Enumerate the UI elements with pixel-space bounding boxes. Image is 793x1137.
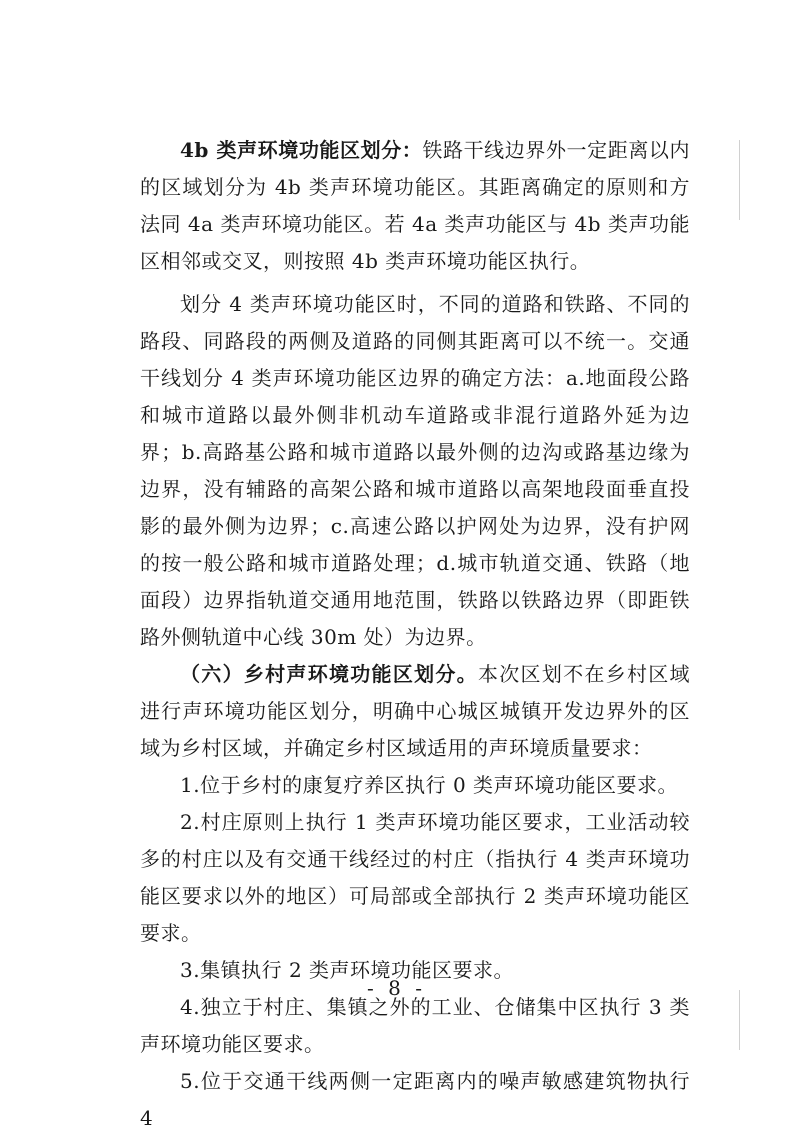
list-item-4 bbox=[140, 989, 690, 1063]
paragraph-lead: 4b 类声环境功能区划分： bbox=[180, 138, 423, 162]
paragraph-text: 1.位于乡村的康复疗养区执行 0 类声环境功能区要求。 bbox=[180, 773, 679, 797]
scan-edge-mark-top bbox=[739, 140, 740, 220]
paragraph-4b-zone bbox=[140, 132, 690, 280]
section-heading-rural: （六）乡村声环境功能区划分。 bbox=[180, 662, 478, 686]
paragraph-text: 3.集镇执行 2 类声环境功能区要求。 bbox=[180, 958, 515, 982]
list-item-5 bbox=[140, 1063, 690, 1137]
paragraph-4-zone-boundaries bbox=[140, 286, 690, 656]
paragraph-text: 划分 4 类声环境功能区时，不同的道路和铁路、不同的路段、同路段的两侧及道路的同侧其距离可以不统一。交通干线划分 4 类声环境功能区边界的确定方法：a.地面段公路和城市道路以最外侧非机动车道路或非混行道路外延为边界；b.高路基公路和城市道路以最外侧的边沟或路基边缘为边界，没有辅路的高架公路和城市道路以高架地段面垂直投影的最外侧为边界；c.高速公路以护网处为边界，没有护网的按一般公路和城市道路处理；d.城市轨道交通、铁路（地面段）边界指轨道交通用地范围，铁路以铁路边界（即距铁路外侧轨道中心线 30m 处）为边界。 bbox=[140, 292, 690, 649]
list-item-1 bbox=[140, 767, 690, 804]
paragraph-text: 5.位于交通干线两侧一定距离内的噪声敏感建筑物执行 4 bbox=[140, 1069, 690, 1130]
paragraph-text: 4.独立于村庄、集镇之外的工业、仓储集中区执行 3 类声环境功能区要求。 bbox=[140, 995, 690, 1056]
list-item-2 bbox=[140, 804, 690, 952]
paragraph-rural-zone bbox=[140, 656, 690, 767]
paragraph-text: 2.村庄原则上执行 1 类声环境功能区要求，工业活动较多的村庄以及有交通干线经过的村庄（指执行 4 类声环境功能区要求以外的地区）可局部或全部执行 2 类声环境功能区要求。 bbox=[140, 810, 690, 945]
page-number: - 8 - bbox=[367, 976, 426, 1000]
paragraph-text: 铁路干线边界外一定距离以内的区域划分为 4b 类声环境功能区。其距离确定的原则和方法同 4a 类声环境功能区。若 4a 类声功能区与 4b 类声功能区相邻或交叉，则按照 4b 类声环境功能区执行。 bbox=[140, 138, 690, 273]
paragraph-text: 本次区划不在乡村区域进行声环境功能区划分，明确中心城区城镇开发边界外的区域为乡村区域，并确定乡村区域适用的声环境质量要求： bbox=[140, 662, 691, 760]
